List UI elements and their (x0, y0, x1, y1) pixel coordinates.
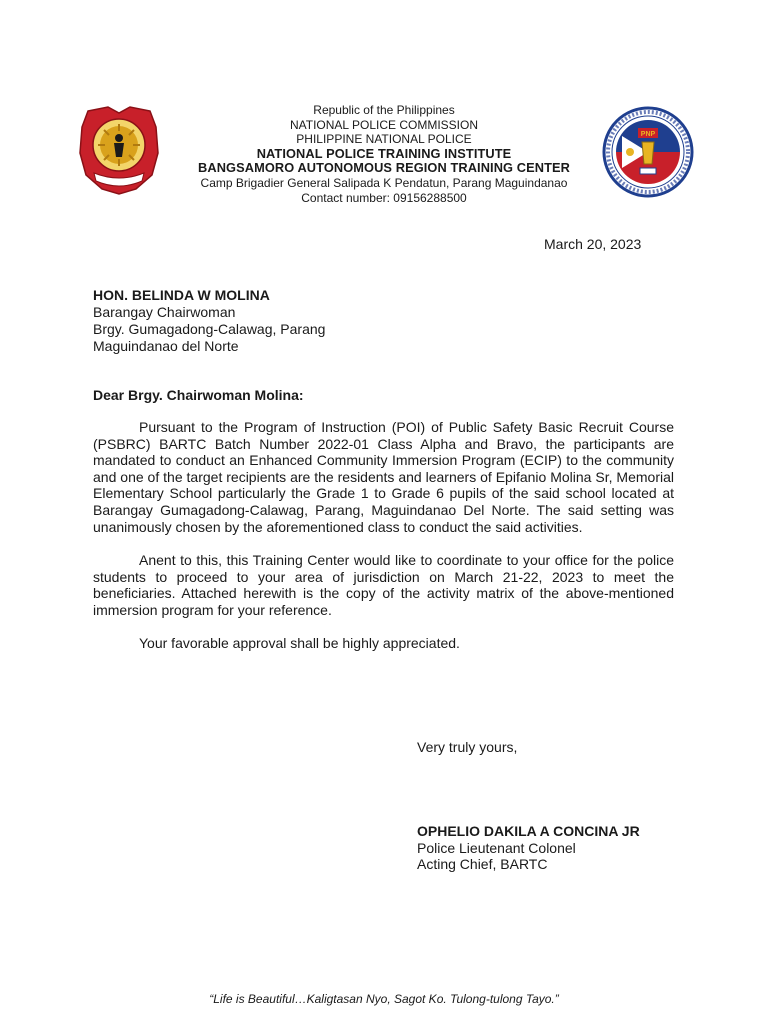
complimentary-close: Very truly yours, (417, 739, 518, 755)
header-npti: NATIONAL POLICE TRAINING INSTITUTE (256, 145, 512, 161)
pnp-seal-icon (78, 105, 160, 195)
addressee-address-line-1: Brgy. Gumagadong-Calawag, Parang (93, 321, 326, 337)
addressee-title: Barangay Chairwoman (93, 304, 236, 320)
salutation: Dear Brgy. Chairwoman Molina: (93, 387, 304, 403)
letter-body (93, 419, 674, 669)
addressee-name: HON. BELINDA W MOLINA (93, 287, 270, 303)
svg-text:PNP: PNP (640, 131, 656, 138)
header-bartc: BANGSAMORO AUTONOMOUS REGION TRAINING CENTER (198, 160, 570, 176)
addressee-block (93, 287, 325, 355)
addressee-address-line-2: Maguindanao del Norte (93, 338, 239, 354)
letterhead (170, 103, 598, 205)
header-pnp: PHILIPPINE NATIONAL POLICE (296, 132, 472, 147)
header-contact: Contact number: 09156288500 (301, 190, 467, 205)
body-paragraph-3: Your favorable approval shall be highly appreciated. (139, 635, 460, 652)
signatory-name: OPHELIO DAKILA A CONCINA JR (417, 823, 640, 839)
header-napolcom: NATIONAL POLICE COMMISSION (289, 117, 479, 132)
body-paragraph-1: Pursuant to the Program of Instruction (POI) of Public Safety Basic Recruit Course (PSBRC) BARTC Batch Number 2022-01 Class Alpha and Bravo, the participants are mandated to conduct an Enhanced Community Immersion Program (ECIP) to the community and one of the target recipients are the residents and learners of Epifanio Molina Sr, Memorial Elementary School particularly the Grade 1 to Grade 6 pupils of the said school located at Barangay Gumagadong-Calawag, Parang, Maguindanao Del Norte. The said setting was unanimously chosen by the aforementioned class to conduct the said activities. (93, 419, 674, 535)
signatory-position: Acting Chief, BARTC (417, 856, 548, 872)
header-republic: Republic of the Philippines (313, 103, 455, 117)
letter-date: March 20, 2023 (544, 236, 642, 252)
signatory-block (417, 823, 640, 873)
body-paragraph-2: Anent to this, this Training Center would like to coordinate to your office for the police students to proceed to your area of jurisdiction on March 21-22, 2023 to meet the beneficiaries. Attached herewith is the copy of the activity matrix of the above-mentioned immersion program for your reference. (93, 551, 674, 618)
pnpti-seal-icon (602, 106, 694, 198)
footer-motto: “Life is Beautiful…Kaligtasan Nyo, Sagot Ko. Tulong-tulong Tayo.” (209, 992, 559, 1006)
header-address: Camp Brigadier General Salipada K Pendatun, Parang Maguindanao (200, 175, 568, 190)
signatory-rank: Police Lieutenant Colonel (417, 839, 576, 856)
